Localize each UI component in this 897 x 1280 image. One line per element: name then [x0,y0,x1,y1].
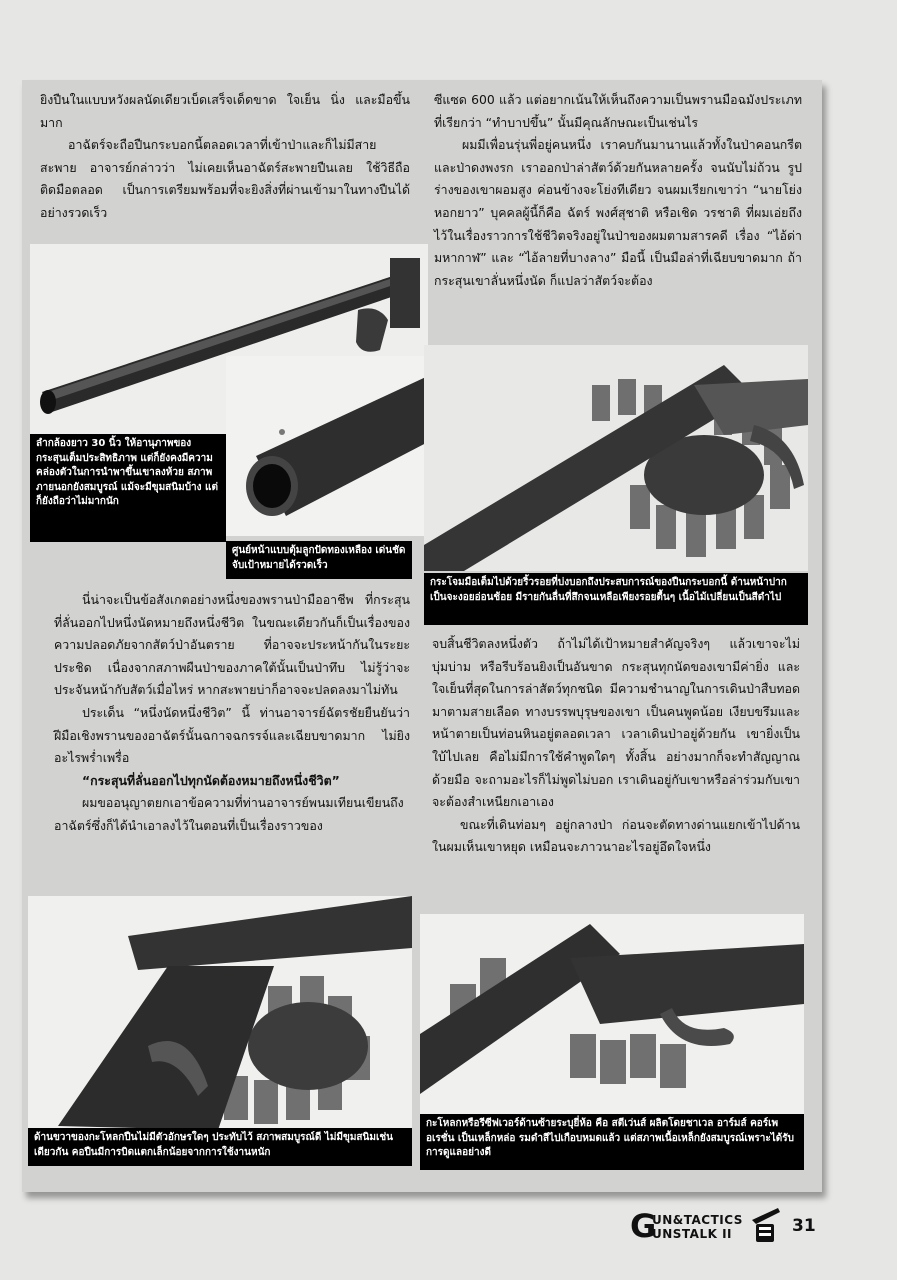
right-column-top [434,89,802,292]
left-column-mid [54,589,410,838]
receiver-left-photo [420,914,804,1114]
gun-logo-icon [748,1206,782,1244]
paragraph: จบสิ้นชีวิตลงหนึ่งตัว ถ้าไม่ได้เป้าหมายสำคัญจริงๆ แล้วเขาจะไม่บุ่มบ่าม หรือรีบร้อนยิงเป็นอันขาด กระสุนทุกนัดของเขามีค่ายิ่ง และใจเย็นที่สุดในการล่าสัตว์ทุกชนิด มีความชำนาญในการเดินป่าสืบทอดมาตามสายเลือด ทางบรรพบุรุษของเขา เป็นคนพูดน้อย เงียบขรึมและหน้าตายเป็นท่อนหินอยู่ตลอดเวลา เวลาเดินป่าอยู่ด้วยกัน เขายิ่งเป็นใบ้ไปเลย คือไม่มีการใช้คำพูดใดๆ ทั้งสิ้น อย่างมากก็จะทำสัญญาณด้วยมือ จะถามอะไรก็ไม่พูดไม่บอก เราเดินอยู่กับเขาหรือล่าร่วมกับเขา จะต้องสำเหนียกเอาเอง [432,636,800,810]
logo-line-1: UN&TACTICS [652,1213,743,1227]
pull-quote: “กระสุนที่ลั่นออกไปทุกนัดต้องหมายถึงหนึ่งชีวิต” [82,772,340,788]
paragraph: ซีแซด 600 แล้ว แต่อยากเน้นให้เห็นถึงความเป็นพรานมือฉมังประเภทที่เรียกว่า “ทำบาปขึ้น” นั้นมีคุณลักษณะเป็นเช่นไร [434,92,802,130]
paragraph: ประเด็น “หนึ่งนัดหนึ่งชีวิต” นี้ ท่านอาจารย์ฉัตรชัยยืนยันว่า ฝีมือเชิงพรานของอาฉัตร์นั้นฉกาจฉกรรจ์และเฉียบขาดมาก ไม่ยิงอะไรพร่ำเพรื่อ [54,704,410,766]
paragraph: ผมขออนุญาตยกเอาข้อความที่ท่านอาจารย์พนมเทียนเขียนถึงอาฉัตร์ซึ่งก็ได้นำเอาลงไว้ในตอนที่เป็นเรื่องราวของ [54,795,404,833]
left-column-top [40,89,410,225]
page-number: 31 [792,1216,816,1236]
page-footer [630,1206,870,1246]
receiver-right-photo [28,896,412,1130]
caption-front-sight: ศูนย์หน้าแบบตุ้มลูกปัดทองเหลือง เด่นชัด จับเป้าหมายได้รวดเร็ว [226,541,412,579]
logo-letter: G [630,1207,657,1245]
muzzle-photo [226,356,428,536]
paragraph: ยิงปืนในแบบหวังผลนัดเดียวเบ็ดเสร็จเด็ดขาด ใจเย็น นิ่ง และมือขึ้นมาก [40,92,410,130]
caption-stock: กระโจมมือเต็มไปด้วยริ้วรอยที่บ่งบอกถึงประสบการณ์ของปืนกระบอกนี้ ด้านหน้าปากเป็นจะงอยอ่อนช้อย มีรายกันลื่นที่สึกจนเหลือเพียงรอยตื้นๆ เนื้อไม้เปลี่ยนเป็นสีดำไป [424,573,808,625]
caption-receiver-right: ด้านขวาของกะโหลกปืนไม่มีตัวอักษรใดๆ ประทับไว้ สภาพสมบูรณ์ดี ไม่มีขุมสนิมเช่นเดียวกัน คอปืนมีการบิดแตกเล็กน้อยจากการใช้งานหนัก [28,1128,412,1166]
right-column-mid [432,633,800,859]
paragraph: อาฉัตร์จะถือปืนกระบอกนี้ตลอดเวลาที่เข้าป่าและก็ไม่มีสายสะพาย อาจารย์กล่าวว่า ไม่เคยเห็นอาฉัตร์สะพายปืนเลย ใช้วิธีถือติดมือตลอด เป็นการเตรียมพร้อมที่จะยิงสิ่งที่ผ่านเข้ามาในทางปืนได้อย่างรวดเร็ว [40,137,410,220]
caption-receiver-left: กะโหลกหรือรีซีฟเวอร์ด้านซ้ายระบุยี่ห้อ คือ สตีเว่นส์ ผลิตโดยชาเวล อาร์มส์ คอร์เพอเรชั่น เป็นเหล็กหล่อ รมดำสีไปเกือบหมดแล้ว แต่สภาพเนื้อเหล็กยังสมบูรณ์เพราะได้รับการดูแลอย่างดี [420,1114,804,1170]
paragraph: ผมมีเพื่อนรุ่นพี่อยู่คนหนึ่ง เราคบกันมานานแล้วทั้งในป่าคอนกรีต และป่าดงพงรก เราออกป่าล่าสัตว์ด้วยกันหลายครั้ง จนนับไม่ถ้วน รูปร่างของเขาผอมสูง ค่อนข้างจะโย่งทีเดียว จนผมเรียกเขาว่า “นายโย่ง หอกยาว” บุคคลผู้นี้ก็คือ ฉัตร์ พงศ์สุชาติ หรือเชิด วรชาติ ที่ผมเอ่ยถึงไว้ในเรื่องราวการใช้ชีวิตจริงอยู่ในป่าของผมตามสารคดี เรื่อง “ไอ้ด่ามหากาฬ” และ “ไอ้ลายที่บางลาง” มือนี้ เป็นมือล่าที่เฉียบขาดมาก ถ้ากระสุนเขาลั่นหนึ่งนัด ก็แปลว่าสัตว์จะต้อง [434,137,802,288]
paragraph: ขณะที่เดินท่อมๆ อยู่กลางป่า ก่อนจะตัดทางด่านแยกเข้าไปด้านในผมเห็นเขาหยุด เหมือนจะภาวนาอะไรอยู่อึดใจหนึ่ง [432,816,800,855]
caption-barrel: ลำกล้องยาว 30 นิ้ว ให้อานุภาพของกระสุนเต็มประสิทธิภาพ แต่ก็ยังคงมีความคล่องตัวในการนำพาขึ้นเขาลงห้วย สภาพภายนอกยังสมบูรณ์ แม้จะมีขุมสนิมบ้าง แต่ก็ยังถือว่าไม่มากนัก [30,434,226,542]
paragraph: นี่น่าจะเป็นข้อสังเกตอย่างหนึ่งของพรานป่ามืออาชีพ ที่กระสุนที่ลั่นออกไปหนึ่งนัดหมายถึงหนึ่งชีวิต ในขณะเดียวกันก็เป็นเรื่องของความปลอดภัยจากสัตว์ป่าอันตราย ที่อาจจะประหน้ากันในระยะประชิด เนื่องจากสภาพผืนป่าของภาคใต้นั้นเป็นป่าทึบ ไม่รู้ว่าจะประจันหน้ากับสัตว์เมื่อไหร่ หากสะพายบ่าก็อาจจะปลดลงมาไม่ทัน [54,592,410,698]
logo-line-2: UNSTALK II [652,1227,733,1241]
stock-shells-photo [424,345,808,571]
